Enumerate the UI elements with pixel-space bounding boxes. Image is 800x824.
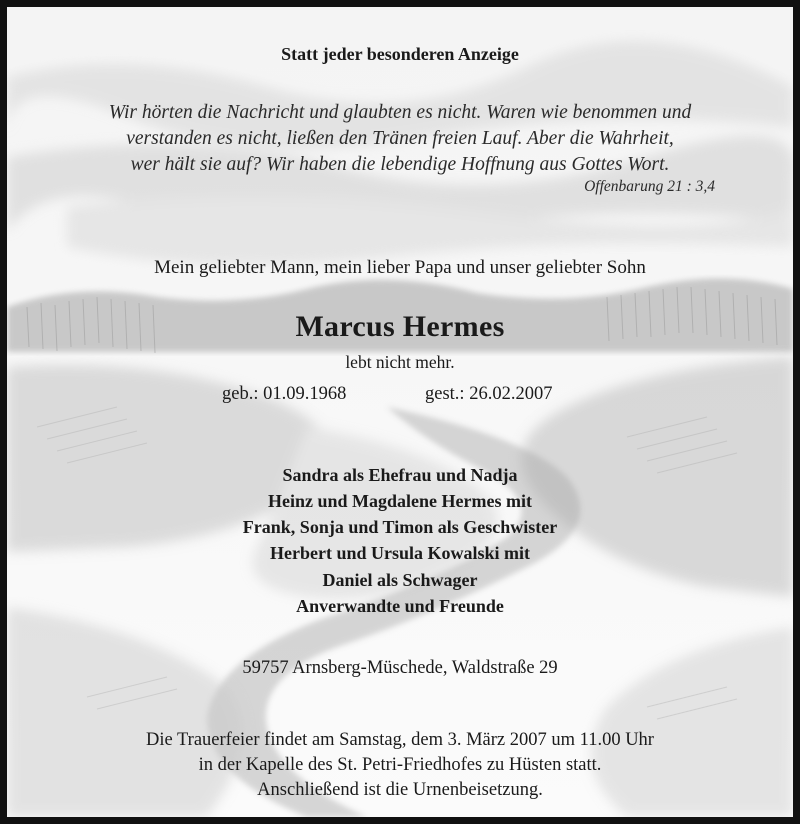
notice-content (7, 7, 793, 817)
mourner-line: Herbert und Ursula Kowalski mit (269, 543, 530, 563)
funeral-info-line: Die Trauerfeier findet am Samstag, dem 3. März 2007 um 11.00 Uhr (146, 730, 654, 750)
notice-header: Statt jeder besonderen Anzeige (281, 44, 519, 64)
family-address: 59757 Arnsberg-Müschede, Waldstraße 29 (242, 658, 558, 678)
funeral-info-line: Anschließend ist die Urnenbeisetzung. (257, 780, 543, 800)
mourner-line: Anverwandte und Freunde (296, 596, 504, 616)
funeral-info-line: in der Kapelle des St. Petri-Friedhofes zu Hüsten statt. (198, 755, 602, 775)
mourner-line: Sandra als Ehefrau und Nadja (282, 465, 518, 485)
verse-line: verstanden es nicht, ließen den Tränen freien Lauf. Aber die Wahrheit, (126, 128, 674, 149)
verse-line: Wir hörten die Nachricht und glaubten es nicht. Waren wie benommen und (108, 102, 692, 123)
mourner-line: Daniel als Schwager (322, 570, 478, 590)
mourner-line: Frank, Sonja und Timon als Geschwister (242, 517, 558, 537)
verse-reference: Offenbarung 21 : 3,4 (584, 178, 715, 195)
birth-date: geb.: 01.09.1968 (222, 384, 347, 404)
status-line: lebt nicht mehr. (345, 352, 455, 372)
verse-line: wer hält sie auf? Wir haben die lebendige Hoffnung aus Gottes Wort. (130, 154, 670, 175)
deceased-name: Marcus Hermes (295, 310, 505, 343)
mourner-line: Heinz und Magdalene Hermes mit (268, 491, 532, 511)
death-date: gest.: 26.02.2007 (425, 384, 553, 404)
intro-line: Mein geliebter Mann, mein lieber Papa und unser geliebter Sohn (154, 257, 646, 278)
